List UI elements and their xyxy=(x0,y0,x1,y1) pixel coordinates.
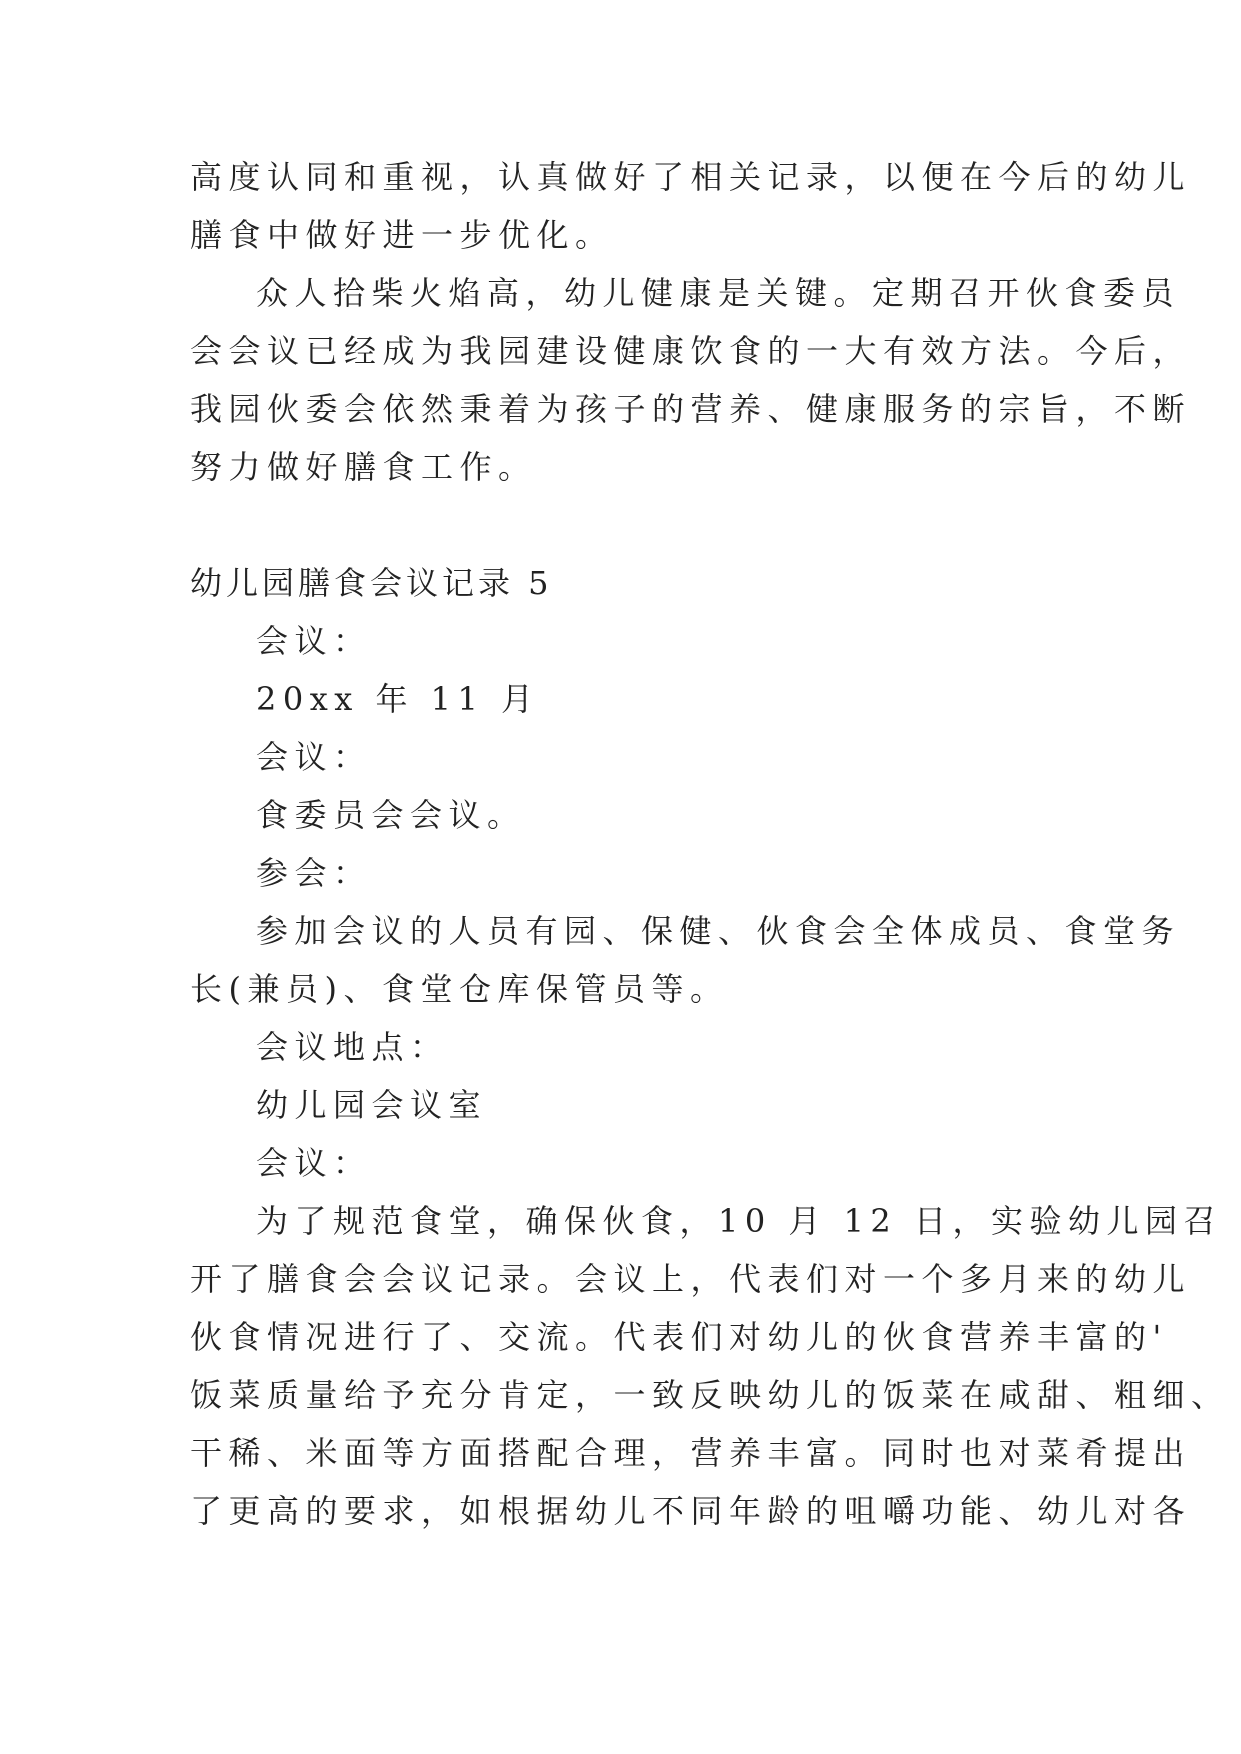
paragraph-line: 努力做好膳食工作。 xyxy=(190,448,537,486)
section-title: 幼儿园膳食会议记录 5 xyxy=(190,564,553,602)
body-line: 为了规范食堂，确保伙食，10 月 12 日，实验幼儿园召 xyxy=(256,1202,1222,1240)
attendees-line: 长(兼员)、食堂仓库保管员等。 xyxy=(190,970,729,1008)
paragraph-line: 我园伙委会依然秉着为孩子的营养、健康服务的宗旨，不断 xyxy=(190,390,1192,428)
paragraph-line: 众人拾柴火焰高，幼儿健康是关键。定期召开伙食委员 xyxy=(256,274,1181,312)
document-page xyxy=(190,148,1230,1540)
meeting-item: 食委员会会议。 xyxy=(256,796,526,834)
body-line: 干稀、米面等方面搭配合理，营养丰富。同时也对菜肴提出 xyxy=(190,1434,1192,1472)
paragraph-line: 会会议已经成为我园建设健康饮食的一大有效方法。今后， xyxy=(190,332,1192,370)
meeting-item: 参会： xyxy=(256,854,372,892)
paragraph-line: 高度认同和重视，认真做好了相关记录，以便在今后的幼儿 xyxy=(190,158,1192,196)
paragraph-line: 膳食中做好进一步优化。 xyxy=(190,216,614,254)
attendees-line: 参加会议的人员有园、保健、伙食会全体成员、食堂务 xyxy=(256,912,1181,950)
meeting-item: 20xx 年 11 月 xyxy=(256,680,540,718)
body-line: 开了膳食会会议记录。会议上，代表们对一个多月来的幼儿 xyxy=(190,1260,1192,1298)
body-line: 伙食情况进行了、交流。代表们对幼儿的伙食营养丰富的' xyxy=(190,1318,1168,1356)
meeting-item: 幼儿园会议室 xyxy=(256,1086,488,1124)
body-line: 了更高的要求，如根据幼儿不同年龄的咀嚼功能、幼儿对各 xyxy=(190,1492,1192,1530)
meeting-item: 会议： xyxy=(256,622,372,660)
meeting-item: 会议： xyxy=(256,738,372,776)
body-line: 饭菜质量给予充分肯定，一致反映幼儿的饭菜在咸甜、粗细、 xyxy=(190,1376,1230,1414)
meeting-item: 会议地点： xyxy=(256,1028,449,1066)
meeting-item: 会议： xyxy=(256,1144,372,1182)
